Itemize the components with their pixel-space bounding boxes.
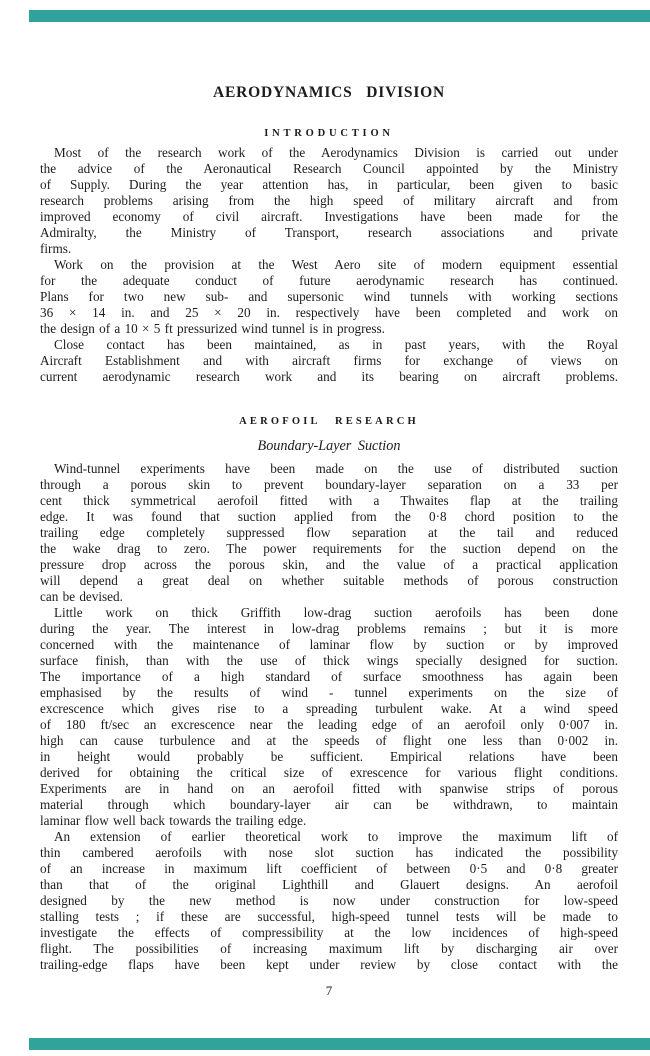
text-line: flight. The possibilities of increasing maximum lift by discharging air over <box>40 941 618 956</box>
text-line: through a porous skin to prevent boundary-layer separation on a 33 per <box>40 477 618 492</box>
paragraph <box>40 145 618 257</box>
text-line: investigate the effects of compressibility at the low incidences of high-speed <box>40 925 618 940</box>
text-line: 36 × 14 in. and 25 × 20 in. respectively have been completed and work on <box>40 305 618 320</box>
paragraph <box>40 257 618 337</box>
text-line: material through which boundary-layer air can be withdrawn, to maintain <box>40 797 618 812</box>
paragraph <box>40 461 618 605</box>
text-line: during the year. The interest in low-drag problems remains ; but it is more <box>40 621 618 636</box>
paragraph <box>40 829 618 973</box>
text-line: research problems arising from the high speed of military aircraft and from <box>40 193 618 208</box>
text-line: excrescence which gives rise to a spreading turbulent wake. At a wind speed <box>40 701 618 716</box>
text-line: Close contact has been maintained, as in past years, with the Royal <box>54 337 618 352</box>
text-line: of Supply. During the year attention has, in particular, been given to basic <box>40 177 618 192</box>
text-line: trailing-edge flaps have been kept under review by close contact with the <box>40 957 618 972</box>
text-line: stalling tests ; if these are successful, high-speed tunnel tests will be made to <box>40 909 618 924</box>
text-line: thin cambered aerofoils with nose slot suction has indicated the possibility <box>40 845 618 860</box>
text-line: the design of a 10 × 5 ft pressurized wind tunnel is in progress. <box>40 321 385 336</box>
text-line: Admiralty, the Ministry of Transport, research associations and private <box>40 225 618 240</box>
text-line: cent thick symmetrical aerofoil fitted with a Thwaites flap at the trailing <box>40 493 618 508</box>
section-heading-introduction: INTRODUCTION <box>264 128 394 139</box>
text-line: current aerodynamic research work and its bearing on aircraft problems. <box>40 369 618 384</box>
text-line: Plans for two new sub- and supersonic wind tunnels with working sections <box>40 289 618 304</box>
text-line: edge. It was found that suction applied from the 0·8 chord position to the <box>40 509 618 524</box>
text-line: firms. <box>40 241 72 256</box>
text-line: concerned with the maintenance of laminar flow by suction or by improved <box>40 637 618 652</box>
text-line: the advice of the Aeronautical Research Council appointed by the Ministry <box>40 161 618 176</box>
paragraph <box>40 337 618 385</box>
text-line: Experiments are in hand on an aerofoil fitted with spanwise strips of porous <box>40 781 618 796</box>
text-line: the wake drag to zero. The power requirements for the suction depend on the <box>40 541 618 556</box>
text-line: will depend a great deal on whether suitable methods of porous construction <box>40 573 618 588</box>
text-line: Work on the provision at the West Aero site of modern equipment essential <box>54 257 618 272</box>
page-number: 7 <box>325 983 333 998</box>
text-line: high can cause turbulence and at the speeds of flight one less than 0·002 in. <box>40 733 618 748</box>
text-line: emphasised by the results of wind - tunnel experiments on the size of <box>40 685 618 700</box>
text-line: laminar flow well back towards the trailing edge. <box>40 813 307 828</box>
text-line: Aircraft Establishment and with aircraft firms for exchange of views on <box>40 353 618 368</box>
section-heading-aerofoil-research: AEROFOIL RESEARCH <box>239 416 419 427</box>
text-line: Most of the research work of the Aerodynamics Division is carried out under <box>54 145 618 160</box>
text-line: Wind-tunnel experiments have been made on the use of distributed suction <box>54 461 618 476</box>
aerofoil-section-body <box>40 461 618 973</box>
paragraph <box>40 605 618 829</box>
text-line: designed by the new method is now under construction for low-speed <box>40 893 618 908</box>
text-line: in height would probably be sufficient. Empirical relations have been <box>40 749 618 764</box>
subsection-heading-boundary-layer-suction: Boundary-Layer Suction <box>257 438 401 454</box>
text-line: An extension of earlier theoretical work to improve the maximum lift of <box>54 829 618 844</box>
text-line: The importance of a high standard of surface smoothness has again been <box>40 669 618 684</box>
text-line: than that of the original Lighthill and Glauert designs. An aerofoil <box>40 877 618 892</box>
scan-artifact-bar-top <box>29 10 650 22</box>
text-line: of 180 ft/sec an excrescence near the leading edge of an aerofoil only 0·007 in. <box>40 717 618 732</box>
text-line: Little work on thick Griffith low-drag suction aerofoils has been done <box>54 605 618 620</box>
text-line: can be devised. <box>40 589 123 604</box>
text-line: for the adequate conduct of future aerodynamic research has continued. <box>40 273 618 288</box>
introduction-section-body <box>40 145 618 385</box>
text-line: trailing edge completely suppressed flow separation at the tail and reduced <box>40 525 618 540</box>
text-line: of an increase in maximum lift coefficient of between 0·5 and 0·8 greater <box>40 861 618 876</box>
text-line: improved economy of civil aircraft. Investigations have been made for the <box>40 209 618 224</box>
page-title: AERODYNAMICS DIVISION <box>212 84 446 101</box>
text-line: derived for obtaining the critical size of exrescence for various flight conditions. <box>40 765 618 780</box>
scan-artifact-bar-bottom <box>29 1038 650 1050</box>
text-line: pressure drop across the porous skin, and the value of a practical application <box>40 557 618 572</box>
text-line: surface finish, than with the use of thick wings specially designed for suction. <box>40 653 618 668</box>
